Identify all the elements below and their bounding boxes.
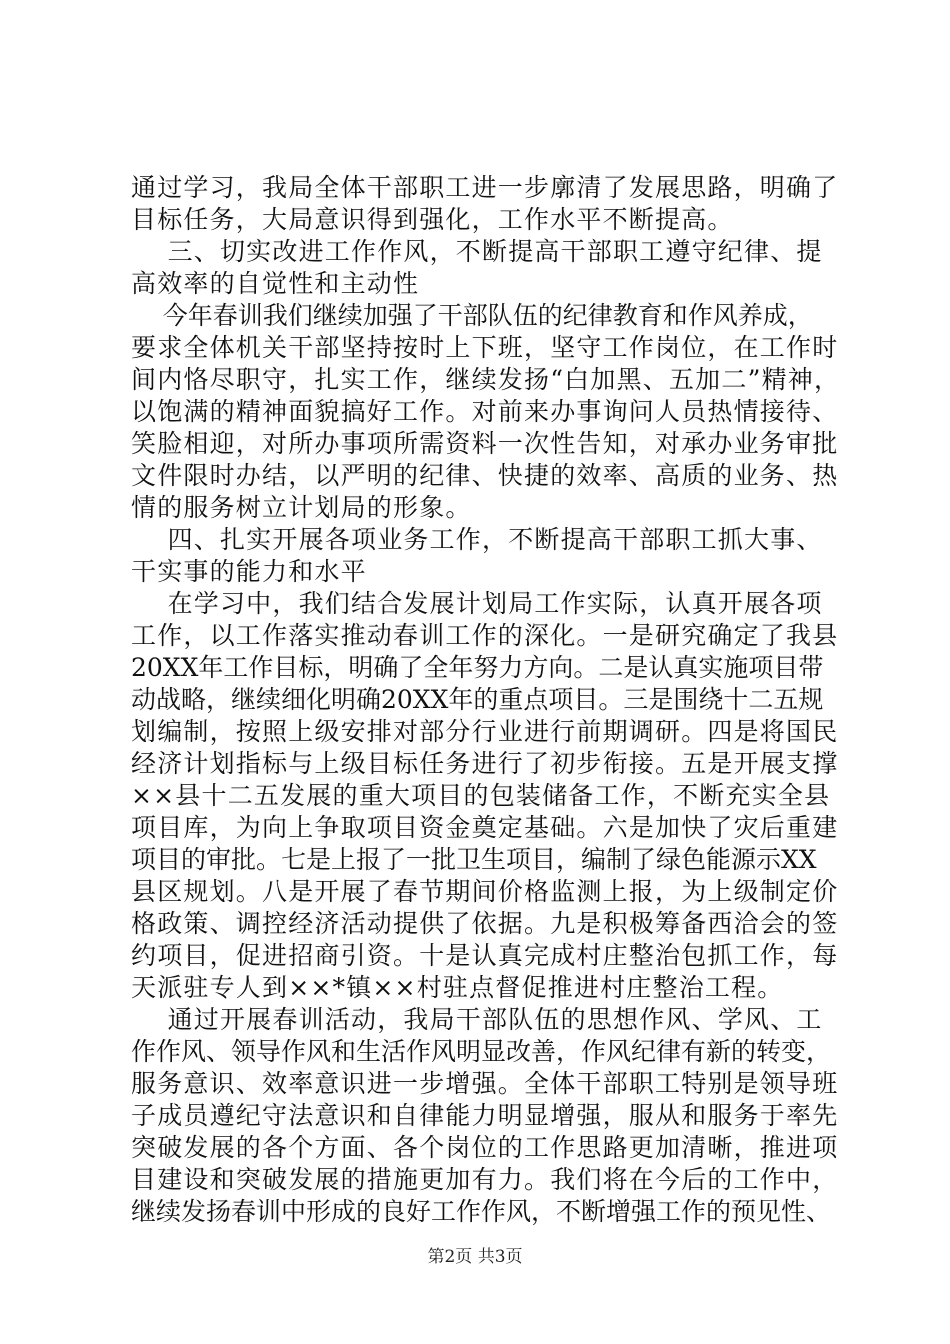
text-line: 服务意识、效率意识进一步增强。全体干部职工特别是领导班 xyxy=(131,1069,839,1098)
section-heading-line: 四、扎实开展各项业务工作，不断提高干部职工抓大事、 xyxy=(131,525,823,554)
text-line: 通过开展春训活动，我局干部队伍的思想作风、学风、工 xyxy=(131,1005,823,1034)
document-body xyxy=(131,172,846,1228)
text-line: 划编制，按照上级安排对部分行业进行前期调研。四是将国民 xyxy=(131,717,839,746)
text-line: 县区规划。八是开展了春节期间价格监测上报，为上级制定价 xyxy=(131,877,839,906)
text-line: 以饱满的精神面貌搞好工作。对前来办事询问人员热情接待、 xyxy=(131,397,839,426)
text-line: 笑脸相迎，对所办事项所需资料一次性告知，对承办业务审批 xyxy=(131,429,839,458)
text-line: 作作风、领导作风和生活作风明显改善，作风纪律有新的转变， xyxy=(131,1037,832,1066)
section-heading-line: 高效率的自觉性和主动性 xyxy=(131,269,420,298)
text-line: 动战略，继续细化明确20XX年的重点项目。三是围绕十二五规 xyxy=(131,685,824,714)
text-line: 天派驻专人到××*镇××村驻点督促推进村庄整治工程。 xyxy=(131,973,784,1002)
text-line: 目标任务，大局意识得到强化，工作水平不断提高。 xyxy=(131,205,734,234)
text-line: 要求全体机关干部坚持按时上下班，坚守工作岗位，在工作时 xyxy=(131,333,839,362)
text-line: 工作，以工作落实推动春训工作的深化。一是研究确定了我县 xyxy=(131,621,839,650)
text-line: 突破发展的各个方面、各个岗位的工作思路更加清晰，推进项 xyxy=(131,1133,839,1162)
text-line: 经济计划指标与上级目标任务进行了初步衔接。五是开展支撑 xyxy=(131,749,839,778)
text-line: 20XX年工作目标，明确了全年努力方向。二是认真实施项目带 xyxy=(131,653,824,682)
text-line: 子成员遵纪守法意识和自律能力明显增强，服从和服务于率先 xyxy=(131,1101,839,1130)
text-line: 项目的审批。七是上报了一批卫生项目，编制了绿色能源示XX xyxy=(131,845,817,874)
text-line: 目建设和突破发展的措施更加有力。我们将在今后的工作中， xyxy=(131,1165,839,1194)
text-line: ××县十二五发展的重大项目的包装储备工作，不断充实全县 xyxy=(131,781,831,810)
text-line: 情的服务树立计划局的形象。 xyxy=(131,493,472,522)
text-line: 今年春训我们继续加强了干部队伍的纪律教育和作风养成， xyxy=(131,301,813,330)
section-heading-line: 干实事的能力和水平 xyxy=(131,557,367,586)
text-line: 格政策、调控经济活动提供了依据。九是积极筹备西洽会的签 xyxy=(131,909,839,938)
text-line: 文件限时办结，以严明的纪律、快捷的效率、高质的业务、热 xyxy=(131,461,839,490)
text-line: 在学习中，我们结合发展计划局工作实际，认真开展各项 xyxy=(131,589,823,618)
page-number-footer: 第2页 共3页 xyxy=(427,1247,523,1267)
text-line: 间内恪尽职守，扎实工作，继续发扬“白加黑、五加二”精神， xyxy=(131,365,841,394)
text-line: 通过学习，我局全体干部职工进一步廓清了发展思路，明确了 xyxy=(131,173,839,202)
text-line: 约项目，促进招商引资。十是认真完成村庄整治包抓工作，每 xyxy=(131,941,839,970)
text-line: 继续发扬春训中形成的良好工作作风，不断增强工作的预见性、 xyxy=(131,1197,832,1226)
section-heading-line: 三、切实改进工作作风，不断提高干部职工遵守纪律、提 xyxy=(131,237,823,266)
text-line: 项目库，为向上争取项目资金奠定基础。六是加快了灾后重建 xyxy=(131,813,839,842)
